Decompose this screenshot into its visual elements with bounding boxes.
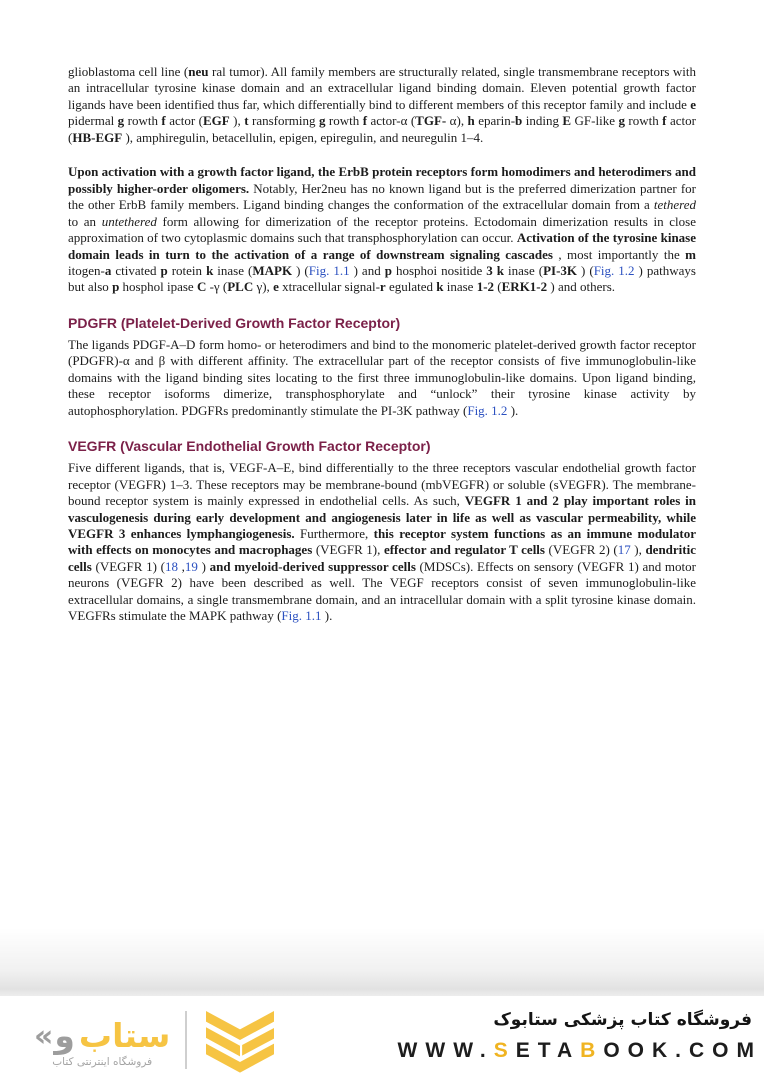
text-run: hosphol ipase <box>119 279 197 295</box>
text-run: VEGFR 1 and 2 play important roles in vasculogenesis during early development and angiogenesis later in life as well as vascular permeability, while VEGFR 3 enhances lymphangiogenesis. <box>68 493 696 541</box>
text-run: e <box>690 96 696 112</box>
page-bottom-shadow <box>0 928 764 996</box>
text-run: ERK1-2 <box>501 279 548 295</box>
text-run: PDGFR (Platelet-Derived Growth Factor Receptor) <box>68 314 401 331</box>
chevron-s-icon <box>202 1011 278 1079</box>
reference-link[interactable]: Fig. 1.1 <box>281 608 322 624</box>
text-run: rowth <box>124 113 162 129</box>
text-run: and myeloid-derived suppressor cells <box>209 558 416 574</box>
text-run: p <box>384 262 392 278</box>
reference-link[interactable]: 19 <box>184 558 198 574</box>
setabook-logo <box>34 1006 278 1080</box>
para-erbb-family <box>68 64 696 146</box>
text-run: g <box>117 113 125 129</box>
text-run: (VEGFR 1) ( <box>91 558 165 574</box>
text-run: rotein <box>167 262 207 278</box>
url-segment: ETA <box>515 1039 581 1062</box>
text-run: ). <box>321 608 333 624</box>
text-run: g <box>618 113 625 129</box>
text-run: ctivated <box>111 262 161 278</box>
text-run: γ), <box>253 279 274 295</box>
text-run: PI-3K <box>543 262 578 278</box>
page-text <box>68 64 696 643</box>
text-run: h <box>467 113 475 129</box>
text-run: r <box>379 279 386 295</box>
wordmark-gray-letters: و <box>54 1015 75 1055</box>
text-run: effector and regulator T cells <box>383 542 545 558</box>
logo-tagline: فروشگاه اینترنتی کتاب <box>52 1055 153 1068</box>
reference-link[interactable]: Fig. 1.2 <box>593 262 635 278</box>
guillemet-kaf-mark: « <box>34 1018 51 1054</box>
text-run: hosphoi nositide <box>391 262 487 278</box>
text-run: E <box>562 113 572 129</box>
wordmark-gold-letters: ستاب <box>78 1015 171 1055</box>
text-run: inase ( <box>213 262 253 278</box>
text-run: xtracellular signal- <box>278 279 380 295</box>
text-run: -γ ( <box>206 279 228 295</box>
text-run: k <box>206 262 214 278</box>
para-vegfr <box>68 460 696 625</box>
text-run: neu <box>188 64 209 79</box>
text-run: ) ( <box>577 262 594 278</box>
text-run: dendritic cells <box>68 542 696 574</box>
text-run: to an <box>68 213 102 229</box>
text-run: p <box>160 262 168 278</box>
text-run: ), <box>630 542 646 558</box>
text-run: VEGFR (Vascular Endothelial Growth Factor Receptor) <box>68 438 431 455</box>
text-run: egulated <box>385 279 437 295</box>
text-run: f <box>662 113 667 129</box>
text-run: EGF <box>202 113 230 129</box>
text-run: HB-EGF <box>72 129 123 145</box>
text-run: GF-like <box>571 113 619 129</box>
url-segment-gold: S <box>493 1039 516 1062</box>
text-run: Five different ligands, that is, VEGF-A–E, bind differentially to the three receptors vascular endothelial growth factor receptor (VEGFR) 1–3. These receptors may be membrane-bound (mbVEGFR) or soluble (sVEGFR). The membrane-bound receptor system is mainly expressed in endothelial cells. As such, <box>68 460 696 509</box>
text-run: a <box>104 262 112 278</box>
text-run: Notably, Her2neu has no known ligand but is the preferred dimerization partner for the other ErbB family members. Ligand binding changes the conformation of the extracellular domain from a <box>68 180 697 213</box>
text-run: p <box>112 279 120 295</box>
text-run: ) <box>197 558 210 574</box>
text-run: b <box>515 113 523 129</box>
text-run: ) and <box>349 262 385 278</box>
reference-link[interactable]: 17 <box>617 542 631 558</box>
text-run: (VEGFR 2) ( <box>544 542 618 558</box>
text-run: (VEGFR 1), <box>312 542 384 558</box>
text-run: glioblastoma cell line ( <box>68 64 189 79</box>
text-run: ) and others. <box>547 279 616 295</box>
text-run: Upon activation with a growth factor ligand, the ErbB protein receptors form homodimers and heterodimers and possibly higher-order oligomers. <box>68 164 696 196</box>
text-run: rowth <box>325 113 363 129</box>
text-run: inding <box>522 113 563 129</box>
text-run: actor ( <box>68 113 696 145</box>
text-run: this receptor system functions as an immune modulator with effects on monocytes and macrophages <box>68 525 696 558</box>
text-run: (MDSCs). Effects on sensory (VEGFR 1) and motor neurons (VEGFR 2) have been described as well. The VEGF receptors consist of seven immunoglobulin-like extracellular domains, a single transmembrane domain, and an intracellular domain with a split tyrosine kinase domain. VEGFRs stimulate the MAPK pathway ( <box>68 558 696 624</box>
text-run: g <box>318 113 326 129</box>
text-run: k <box>436 279 444 295</box>
text-run: The ligands PDGF-A–D form homo- or heterodimers and bind to the monomeric platelet-derived growth factor receptor (PDGFR)-α and β with different affinity. The extracellular part of the receptor consists of five immunoglobulin-like domains with the ligand binding sites locating to the first three immunoglobulin-like domains. Upon ligand binding, these receptor isoforms dimerize, transphosphorylate and “unlock” their tyrosine kinase activity by autophosphorylation. PDGFRs predominantly stimulate the PI-3K pathway ( <box>68 336 696 418</box>
text-run: inase ( <box>504 262 544 278</box>
text-run: ), amphiregulin, betacellulin, epigen, epiregulin, and neuregulin 1–4. <box>122 129 484 145</box>
text-run: Activation of the tyrosine kinase domain leads in turn to the activation of a range of downstream signaling cascades <box>68 230 697 262</box>
text-run: ( <box>494 279 502 295</box>
reference-link[interactable]: Fig. 1.2 <box>467 402 508 418</box>
footer-store-info <box>397 1006 762 1080</box>
heading-vegfr <box>68 437 696 455</box>
text-run: ). <box>507 402 519 418</box>
logo-divider <box>185 1011 187 1069</box>
text-run: 3 k <box>486 262 505 278</box>
watermark-footer <box>0 1002 764 1080</box>
text-run: PLC <box>227 279 254 295</box>
url-segment: WWW. <box>397 1039 494 1062</box>
para-pdgfr <box>68 337 696 419</box>
reference-link[interactable]: 18 <box>164 558 178 574</box>
text-run: f <box>362 113 368 129</box>
text-run: ral tumor). All family members are structurally related, single transmembrane receptors with an intracellular tyrosine kinase domain and an extracellular ligand binding domain. Eleven potential growth factor ligands have been identified thus far, which differentially bind to different members of this receptor family and include <box>68 64 696 112</box>
url-segment-gold: B <box>580 1039 604 1062</box>
text-run: , <box>177 558 185 574</box>
text-run: ) ( <box>292 262 309 278</box>
setabook-wordmark-block <box>34 1015 171 1068</box>
text-run: rowth <box>624 113 663 129</box>
text-run: actor ( <box>165 113 203 129</box>
text-run: e <box>273 279 279 295</box>
heading-pdgfr <box>68 314 696 332</box>
website-url <box>398 1039 762 1063</box>
text-run: pidermal <box>68 113 118 129</box>
text-run: tethered <box>653 197 696 213</box>
text-run: C <box>196 279 207 295</box>
text-run: , most importantly the <box>552 246 686 262</box>
text-run: Furthermore, <box>294 525 374 541</box>
text-run: m <box>685 246 696 262</box>
text-run: 1-2 <box>476 279 495 295</box>
text-run: form allowing for dimerization of the receptor proteins. Ectodomain dimerization results in close approximation of two cytoplasmic domains such that transphosphorylation can occur. <box>68 213 696 246</box>
text-run: actor-α ( <box>367 113 416 129</box>
text-run: itogen- <box>68 262 105 278</box>
text-run: inase <box>443 279 477 295</box>
text-run: t <box>244 113 249 129</box>
text-run: MAPK <box>252 262 293 278</box>
store-title-fa: فروشگاه کتاب پزشکی ستابوک <box>493 1010 752 1030</box>
text-run: untethered <box>101 213 157 229</box>
text-run: f <box>161 113 166 129</box>
text-run: α), <box>446 113 468 129</box>
setabook-wordmark <box>34 1015 171 1055</box>
text-run: ), <box>229 113 245 129</box>
text-run: ) pathways but also <box>68 262 696 295</box>
para-erbb-activation <box>68 164 696 296</box>
reference-link[interactable]: Fig. 1.1 <box>308 262 350 278</box>
url-segment: OOK.COM <box>603 1039 762 1062</box>
text-run: TGF- <box>415 113 447 129</box>
text-run: ransforming <box>248 113 319 129</box>
text-run: eparin- <box>474 113 516 129</box>
